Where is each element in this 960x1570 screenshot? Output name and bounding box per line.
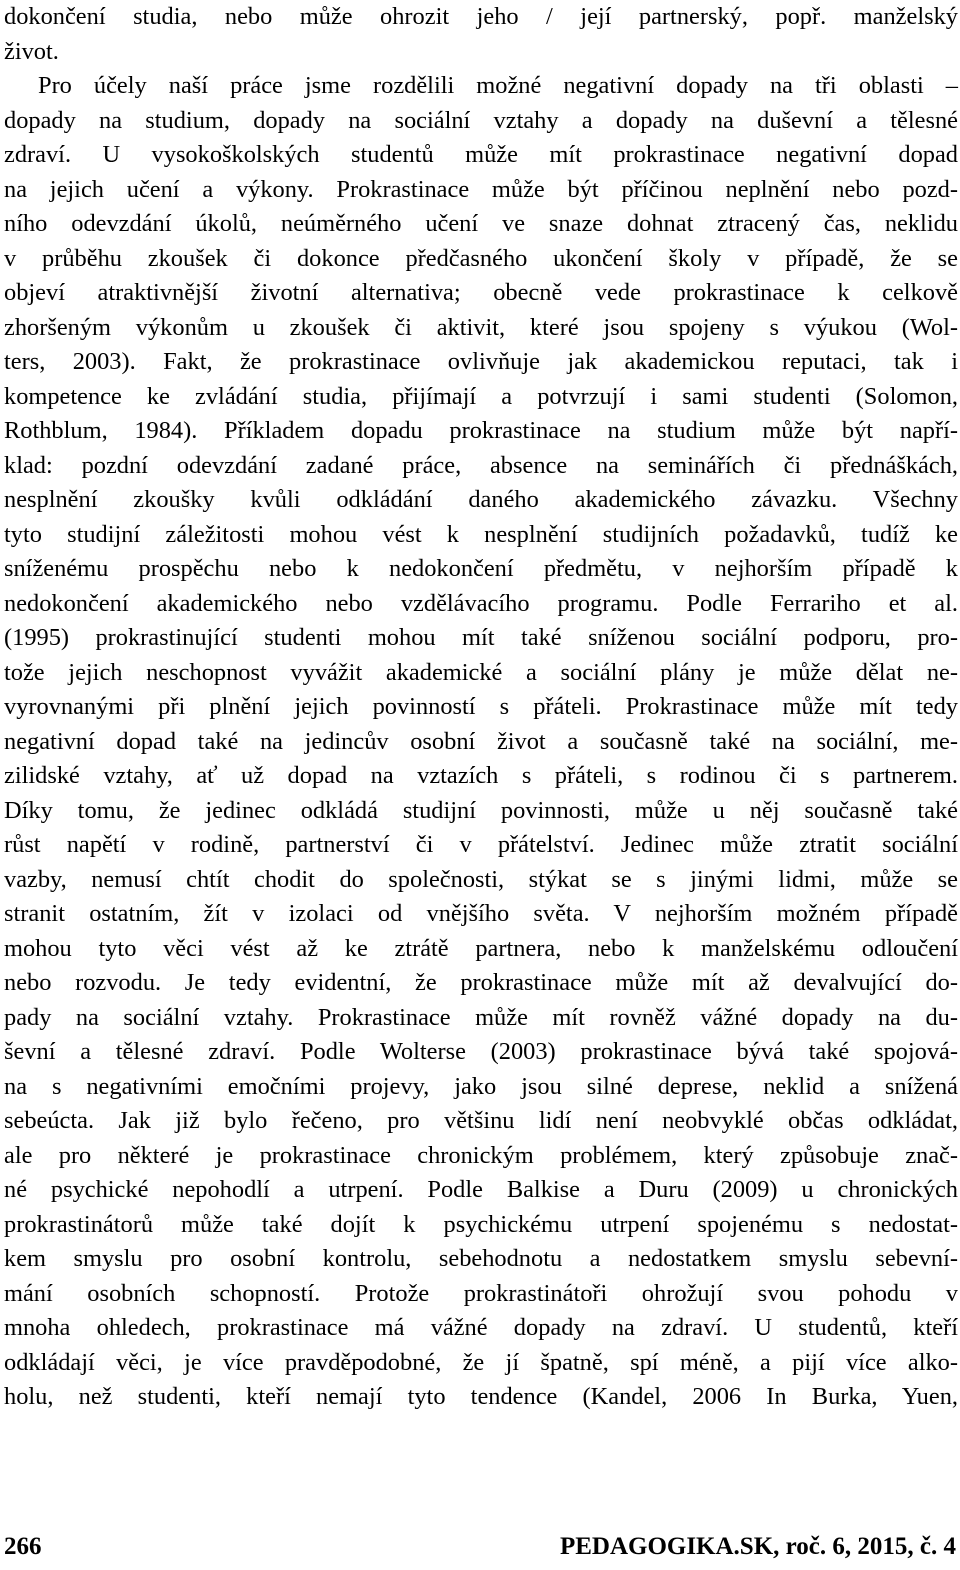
text-line: tože jejich neschopnost vyvážit akademické a sociální plány je může dělat ne- xyxy=(4,658,958,686)
text-line: ters, 2003). Fakt, že prokrastinace ovlivňuje jak akademickou reputaci, tak i xyxy=(4,348,958,375)
text-line: né psychické nepohodlí a utrpení. Podle Balkise a Duru (2009) u chronických xyxy=(4,1176,958,1203)
text-line: dopady na studium, dopady na sociální vztahy a dopady na duševní a tělesné xyxy=(4,106,958,134)
text-line: vyrovnanými při plnění jejich povinností s přáteli. Prokrastinace může mít tedy xyxy=(4,693,958,720)
text-line: Pro účely naší práce jsme rozdělili možné negativní dopady na tři oblasti – xyxy=(38,72,958,99)
text-line: kem smyslu pro osobní kontrolu, sebehodnotu a nedostatkem smyslu sebevní- xyxy=(4,1245,958,1272)
text-line: ale pro některé je prokrastinace chronickým problémem, který způsobuje znač- xyxy=(4,1141,958,1169)
text-line: pady na sociální vztahy. Prokrastinace může mít rovněž vážné dopady na du- xyxy=(4,1003,958,1031)
text-line: Díky tomu, že jedinec odkládá studijní povinnosti, může u něj současně také xyxy=(4,796,958,824)
page-number: 266 xyxy=(4,1533,42,1560)
text-line: nedokončení akademického nebo vzdělávacího programu. Podle Ferrariho et al. xyxy=(4,589,958,617)
text-line: vazby, nemusí chtít chodit do společnosti, stýkat se s jinými lidmi, může se xyxy=(4,865,958,893)
text-line: na s negativními emočními projevy, jako jsou silné deprese, neklid a snížená xyxy=(4,1072,958,1100)
text-line: růst napětí v rodině, partnerství či v přátelství. Jedinec může ztratit sociální xyxy=(4,831,958,858)
text-line: ního odevzdání úkolů, neúměrného učení ve snaze dohnat ztracený čas, neklidu xyxy=(4,210,958,237)
text-line: v průběhu zkoušek či dokonce předčasného ukončení školy v případě, že se xyxy=(4,244,958,272)
text-line: klad: pozdní odevzdání zadané práce, absence na seminářích či přednáškách, xyxy=(4,451,958,479)
text-line: zhoršeným výkonům u zkoušek či aktivit, které jsou spojeny s výukou (Wol- xyxy=(4,313,958,341)
text-line: objeví atraktivnější životní alternativa; obecně vede prokrastinace k celkově xyxy=(4,279,958,306)
text-line: stranit ostatním, žít v izolaci od vnějšího světa. V nejhorším možném případě xyxy=(4,900,958,927)
text-line: odkládají věci, je více pravděpodobné, že jí špatně, spí méně, a pijí více alko- xyxy=(4,1348,958,1376)
text-line: Rothblum, 1984). Příkladem dopadu prokrastinace na studium může být napří- xyxy=(4,417,958,444)
body-text xyxy=(4,0,958,1415)
journal-reference: PEDAGOGIKA.SK, roč. 6, 2015, č. 4 xyxy=(559,1533,956,1560)
text-line: mání osobních schopností. Protože prokrastinátoři ohrožují svou pohodu v xyxy=(4,1279,958,1307)
text-line: sebeúcta. Jak již bylo řečeno, pro většinu lidí není neobvyklé občas odkládat, xyxy=(4,1107,958,1134)
text-line: život. xyxy=(4,37,59,65)
text-line: kompetence ke zvládání studia, přijímají a potvrzují i sami studenti (Solomon, xyxy=(4,382,958,410)
text-line: mnoha ohledech, prokrastinace má vážné dopady na zdraví. U studentů, kteří xyxy=(4,1314,958,1341)
text-line: zdraví. U vysokoškolských studentů může mít prokrastinace negativní dopad xyxy=(4,141,958,168)
text-line: nebo rozvodu. Je tedy evidentní, že prokrastinace může mít až devalvující do- xyxy=(4,969,958,996)
text-line: tyto studijní záležitosti mohou vést k nesplnění studijních požadavků, tudíž ke xyxy=(4,520,958,548)
page-footer xyxy=(4,1530,956,1564)
text-line: negativní dopad také na jedincův osobní život a současně také na sociální, me- xyxy=(4,727,958,755)
text-line: sníženému prospěchu nebo k nedokončení předmětu, v nejhorším případě k xyxy=(4,555,958,582)
text-line: dokončení studia, nebo může ohrozit jeho / její partnerský, popř. manželský xyxy=(4,3,958,30)
text-line: prokrastinátorů může také dojít k psychickému utrpení spojenému s nedostat- xyxy=(4,1210,958,1238)
text-line: nesplnění zkoušky kvůli odkládání daného akademického závazku. Všechny xyxy=(4,486,958,513)
text-line: na jejich učení a výkony. Prokrastinace může být příčinou neplnění nebo pozd- xyxy=(4,175,958,203)
text-line: mohou tyto věci vést až ke ztrátě partnera, nebo k manželskému odloučení xyxy=(4,934,958,962)
text-line: holu, než studenti, kteří nemají tyto tendence (Kandel, 2006 In Burka, Yuen, xyxy=(4,1383,958,1410)
text-line: (1995) prokrastinující studenti mohou mít také sníženou sociální podporu, pro- xyxy=(4,624,958,651)
text-line: zilidské vztahy, ať už dopad na vztazích s přáteli, s rodinou či s partnerem. xyxy=(4,762,958,789)
text-line: ševní a tělesné zdraví. Podle Wolterse (2003) prokrastinace bývá také spojová- xyxy=(4,1038,958,1065)
